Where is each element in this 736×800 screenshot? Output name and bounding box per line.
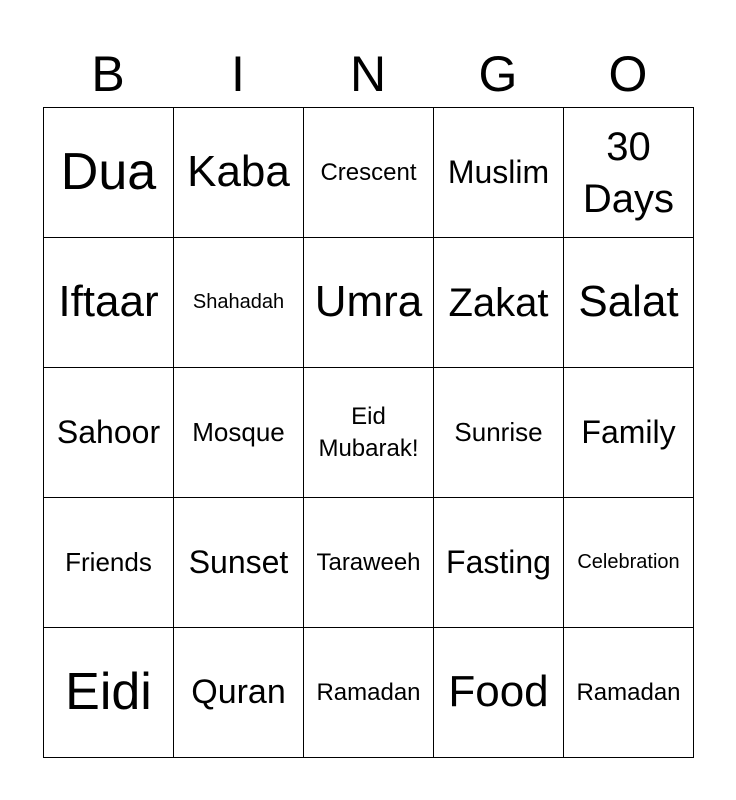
- bingo-cell[interactable]: Mosque: [174, 368, 304, 498]
- bingo-cell[interactable]: Family: [564, 368, 694, 498]
- bingo-cell[interactable]: Iftaar: [44, 238, 174, 368]
- bingo-cell[interactable]: Sunset: [174, 498, 304, 628]
- bingo-cell[interactable]: Ramadan: [564, 628, 694, 758]
- bingo-cell[interactable]: 30 Days: [564, 108, 694, 238]
- bingo-cell[interactable]: Eid Mubarak!: [304, 368, 434, 498]
- bingo-cell[interactable]: Sunrise: [434, 368, 564, 498]
- bingo-cell[interactable]: Umra: [304, 238, 434, 368]
- bingo-cell[interactable]: Sahoor: [44, 368, 174, 498]
- bingo-cell[interactable]: Salat: [564, 238, 694, 368]
- bingo-cell[interactable]: Friends: [44, 498, 174, 628]
- bingo-cell[interactable]: Quran: [174, 628, 304, 758]
- bingo-cell[interactable]: Shahadah: [174, 238, 304, 368]
- bingo-cell[interactable]: Muslim: [434, 108, 564, 238]
- bingo-cell[interactable]: Food: [434, 628, 564, 758]
- header-letter-i: I: [231, 46, 245, 102]
- header-letter-b: B: [91, 46, 125, 102]
- bingo-board: [43, 107, 694, 758]
- header-letter-o: O: [608, 46, 648, 102]
- bingo-cell[interactable]: Eidi: [44, 628, 174, 758]
- header-letter-g: G: [478, 46, 518, 102]
- bingo-cell[interactable]: Ramadan: [304, 628, 434, 758]
- bingo-cell[interactable]: Kaba: [174, 108, 304, 238]
- bingo-cell[interactable]: Crescent: [304, 108, 434, 238]
- bingo-cell[interactable]: Fasting: [434, 498, 564, 628]
- header-letter-n: N: [349, 46, 387, 102]
- bingo-cell[interactable]: Celebration: [564, 498, 694, 628]
- bingo-header: [43, 40, 693, 108]
- bingo-cell[interactable]: Dua: [44, 108, 174, 238]
- bingo-cell[interactable]: Zakat: [434, 238, 564, 368]
- bingo-cell[interactable]: Taraweeh: [304, 498, 434, 628]
